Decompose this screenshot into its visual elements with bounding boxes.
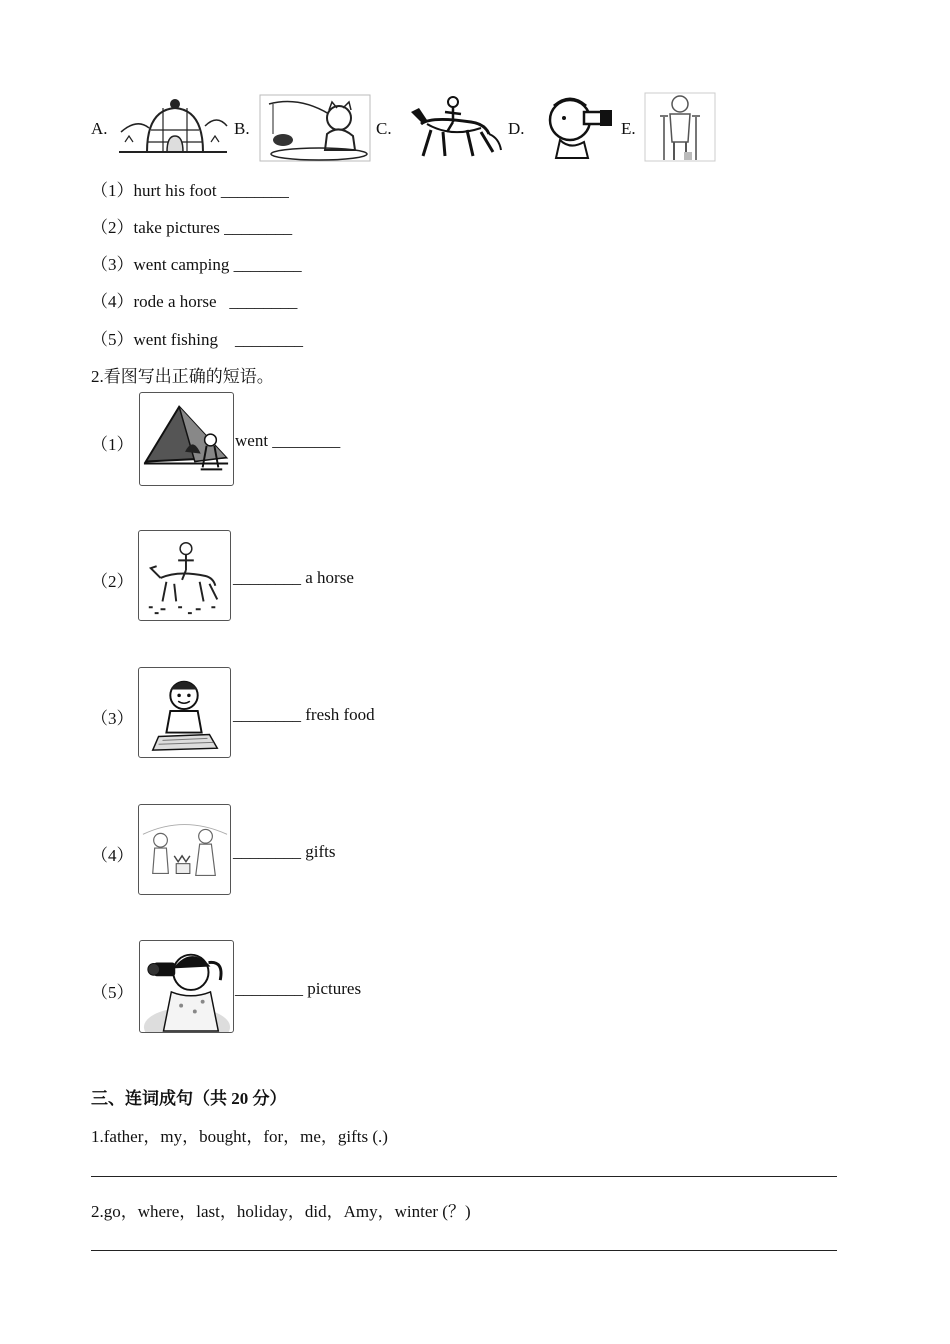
matching-item-5: （5）went fishing ________: [91, 330, 304, 349]
crutches-icon: [644, 92, 716, 162]
sentence-1: 1.father，my，bought，for，me，gifts (.): [91, 1127, 388, 1146]
giving-gifts-icon: [138, 804, 231, 895]
picture-item-3-number: （3）: [91, 709, 134, 728]
boy-picnic-icon: [138, 667, 231, 758]
matching-item-2: （2）take pictures ________: [91, 218, 293, 237]
answer-line-1: [91, 1176, 837, 1177]
picture-item-2-text: ________ a horse: [233, 568, 354, 587]
answer-line-2: [91, 1250, 837, 1251]
matching-item-3: （3）went camping ________: [91, 255, 302, 274]
picture-item-1-number: （1）: [91, 435, 134, 454]
picture-item-5-text: ________ pictures: [235, 979, 362, 998]
matching-item-4: （4）rode a horse ________: [91, 292, 298, 311]
picture-item-2-number: （2）: [91, 572, 134, 591]
cat-fishing-icon: [259, 94, 371, 162]
girl-camera-icon: [139, 940, 234, 1033]
sentence-2: 2.go，where，last，holiday，did，Amy，winter (？): [91, 1202, 471, 1221]
option-letter-e: E.: [621, 119, 636, 138]
option-letter-d: D.: [508, 119, 525, 138]
picture-item-1-text: went ________: [235, 431, 341, 450]
horse-rider-icon: [401, 94, 503, 162]
matching-item-1: （1）hurt his foot ________: [91, 181, 289, 200]
option-letter-a: A.: [91, 119, 108, 138]
section-3-heading: 三、连词成句（共 20 分）: [91, 1089, 287, 1108]
section-2-title: 2.看图写出正确的短语。: [91, 367, 274, 386]
picture-item-5-number: （5）: [91, 983, 134, 1002]
igloo-icon: [117, 92, 229, 160]
picture-item-3-text: ________ fresh food: [233, 705, 375, 724]
boy-camera-icon: [540, 92, 616, 162]
tent-icon: [139, 392, 234, 486]
picture-item-4-number: （4）: [91, 846, 134, 865]
option-letter-c: C.: [376, 119, 392, 138]
option-letter-b: B.: [234, 119, 250, 138]
horse-riding-icon: [138, 530, 231, 621]
picture-item-4-text: ________ gifts: [233, 842, 336, 861]
